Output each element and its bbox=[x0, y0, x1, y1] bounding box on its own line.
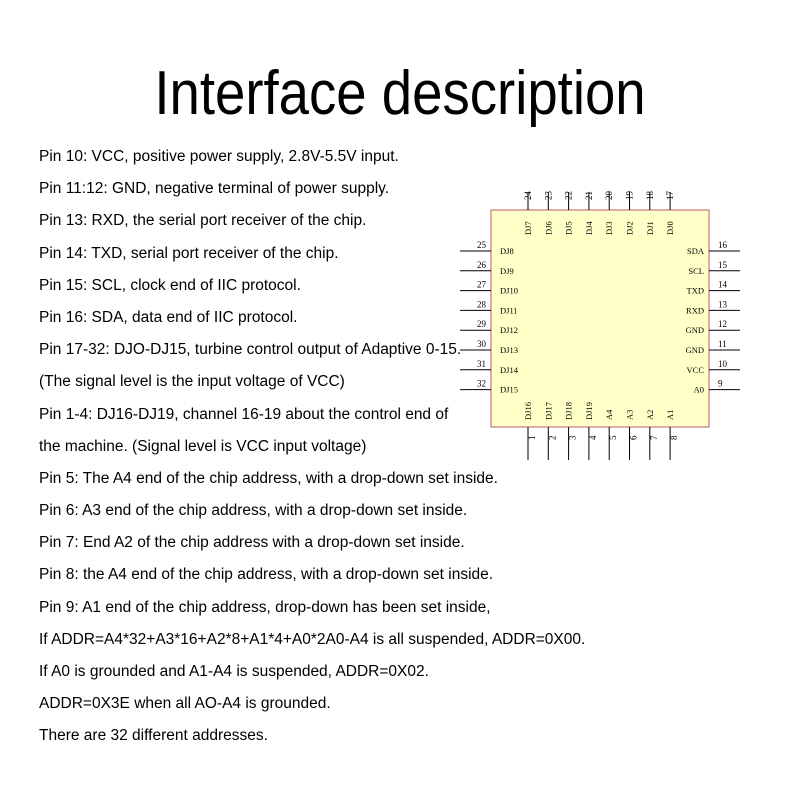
pin-number: 3 bbox=[567, 435, 578, 440]
pin-number: 11 bbox=[718, 339, 727, 349]
pin-number: 24 bbox=[523, 191, 533, 200]
pin-number: 31 bbox=[477, 358, 486, 369]
pin-number: 8 bbox=[669, 435, 680, 440]
pin-number: 28 bbox=[477, 299, 486, 310]
pin-label: DJ9 bbox=[500, 265, 514, 276]
pin-label: DJ2 bbox=[624, 221, 635, 235]
pin-number: 30 bbox=[477, 339, 486, 349]
pin-label: GND bbox=[685, 325, 704, 336]
pin-label: RXD bbox=[686, 305, 704, 316]
pin-label: VCC bbox=[686, 364, 704, 375]
pin-label: DJ11 bbox=[500, 305, 518, 316]
description-line: the machine. (Signal level is VCC input voltage) bbox=[39, 437, 367, 455]
description-line: There are 32 different addresses. bbox=[39, 727, 268, 745]
pin-number: 7 bbox=[648, 435, 659, 440]
pin-number: 6 bbox=[628, 435, 639, 440]
pin-number: 15 bbox=[718, 259, 727, 270]
pin-number: 1 bbox=[527, 435, 537, 440]
page-title: Interface description bbox=[154, 59, 646, 128]
pin-number: 12 bbox=[718, 319, 727, 330]
pin-label: DJ4 bbox=[583, 221, 594, 235]
pin-number: 27 bbox=[477, 279, 486, 290]
pin-label: DJ1 bbox=[644, 221, 655, 235]
pin-label: DJ8 bbox=[500, 246, 514, 256]
description-line: Pin 11:12: GND, negative terminal of power supply. bbox=[39, 180, 390, 198]
description-line: Pin 1-4: DJ16-DJ19, channel 16-19 about the control end of bbox=[39, 405, 449, 423]
pin-label: DJ5 bbox=[563, 221, 574, 235]
pin-number: 10 bbox=[718, 358, 727, 369]
description-line: If A0 is grounded and A1-A4 is suspended, ADDR=0X02. bbox=[39, 663, 429, 680]
pin-number: 14 bbox=[718, 279, 727, 290]
description-line: Pin 6: A3 end of the chip address, with a drop-down set inside. bbox=[39, 502, 468, 520]
description-line: Pin 16: SDA, data end of IIC protocol. bbox=[39, 308, 298, 326]
description-line: Pin 10: VCC, positive power supply, 2.8V-5.5V input. bbox=[39, 148, 399, 165]
pin-number: 29 bbox=[477, 319, 486, 330]
pin-number: 19 bbox=[624, 191, 635, 200]
pin-number: 23 bbox=[543, 191, 554, 200]
pin-number: 2 bbox=[547, 435, 558, 440]
description-line: Pin 9: A1 end of the chip address, drop-down has been set inside, bbox=[39, 598, 491, 616]
pin-number: 22 bbox=[563, 191, 574, 200]
pin-label: DJ18 bbox=[563, 402, 574, 420]
description-line: If ADDR=A4*32+A3*16+A2*8+A1*4+A0*2A0-A4 is all suspended, ADDR=0X00. bbox=[39, 630, 586, 648]
pin-label: A0 bbox=[693, 384, 704, 395]
description-line: Pin 17-32: DJO-DJ15, turbine control output of Adaptive 0-15. bbox=[39, 341, 462, 359]
description-line: Pin 5: The A4 end of the chip address, with a drop-down set inside. bbox=[39, 469, 498, 487]
pin-label: DJ13 bbox=[500, 345, 518, 355]
pin-label: GND bbox=[685, 345, 704, 355]
pin-label: DJ0 bbox=[665, 221, 676, 235]
pin-number: 5 bbox=[608, 435, 619, 440]
pin-number: 9 bbox=[718, 378, 723, 389]
pin-number: 16 bbox=[718, 240, 727, 250]
pin-label: DJ19 bbox=[583, 402, 594, 420]
pin-label: TXD bbox=[686, 285, 704, 296]
pin-number: 4 bbox=[587, 435, 598, 440]
pin-number: 18 bbox=[644, 191, 655, 200]
pin-label: DJ12 bbox=[500, 325, 518, 336]
description-line: Pin 14: TXD, serial port receiver of the chip. bbox=[39, 244, 339, 262]
pin-label: DJ14 bbox=[500, 364, 518, 375]
pin-number: 20 bbox=[604, 191, 615, 200]
chip-body bbox=[491, 210, 709, 427]
pin-label: DJ7 bbox=[523, 221, 533, 235]
pin-number: 13 bbox=[718, 299, 727, 310]
pin-number: 32 bbox=[477, 378, 486, 389]
pin-label: A4 bbox=[604, 409, 615, 420]
pin-number: 21 bbox=[583, 191, 594, 200]
pin-label: A1 bbox=[665, 409, 676, 420]
pin-number: 26 bbox=[477, 259, 486, 270]
description-line: Pin 15: SCL, clock end of IIC protocol. bbox=[39, 276, 301, 294]
pin-label: DJ16 bbox=[523, 402, 533, 420]
description-line: (The signal level is the input voltage of VCC) bbox=[39, 373, 345, 391]
pin-number: 17 bbox=[665, 191, 676, 200]
pin-label: DJ17 bbox=[543, 402, 554, 420]
pin-label: DJ6 bbox=[543, 221, 554, 235]
pin-label: A3 bbox=[624, 409, 635, 420]
pin-number: 25 bbox=[477, 240, 486, 250]
pin-label: DJ15 bbox=[500, 384, 518, 395]
description-line: Pin 13: RXD, the serial port receiver of the chip. bbox=[39, 212, 367, 230]
description-line: Pin 7: End A2 of the chip address with a drop-down set inside. bbox=[39, 534, 465, 552]
pin-label: SCL bbox=[688, 265, 704, 276]
description-line: ADDR=0X3E when all AO-A4 is grounded. bbox=[39, 695, 331, 713]
description-line: Pin 8: the A4 end of the chip address, with a drop-down set inside. bbox=[39, 566, 494, 584]
pin-label: A2 bbox=[644, 409, 655, 420]
pin-label: SDA bbox=[686, 246, 704, 256]
pin-label: DJ3 bbox=[604, 221, 615, 235]
pin-label: DJ10 bbox=[500, 285, 518, 296]
